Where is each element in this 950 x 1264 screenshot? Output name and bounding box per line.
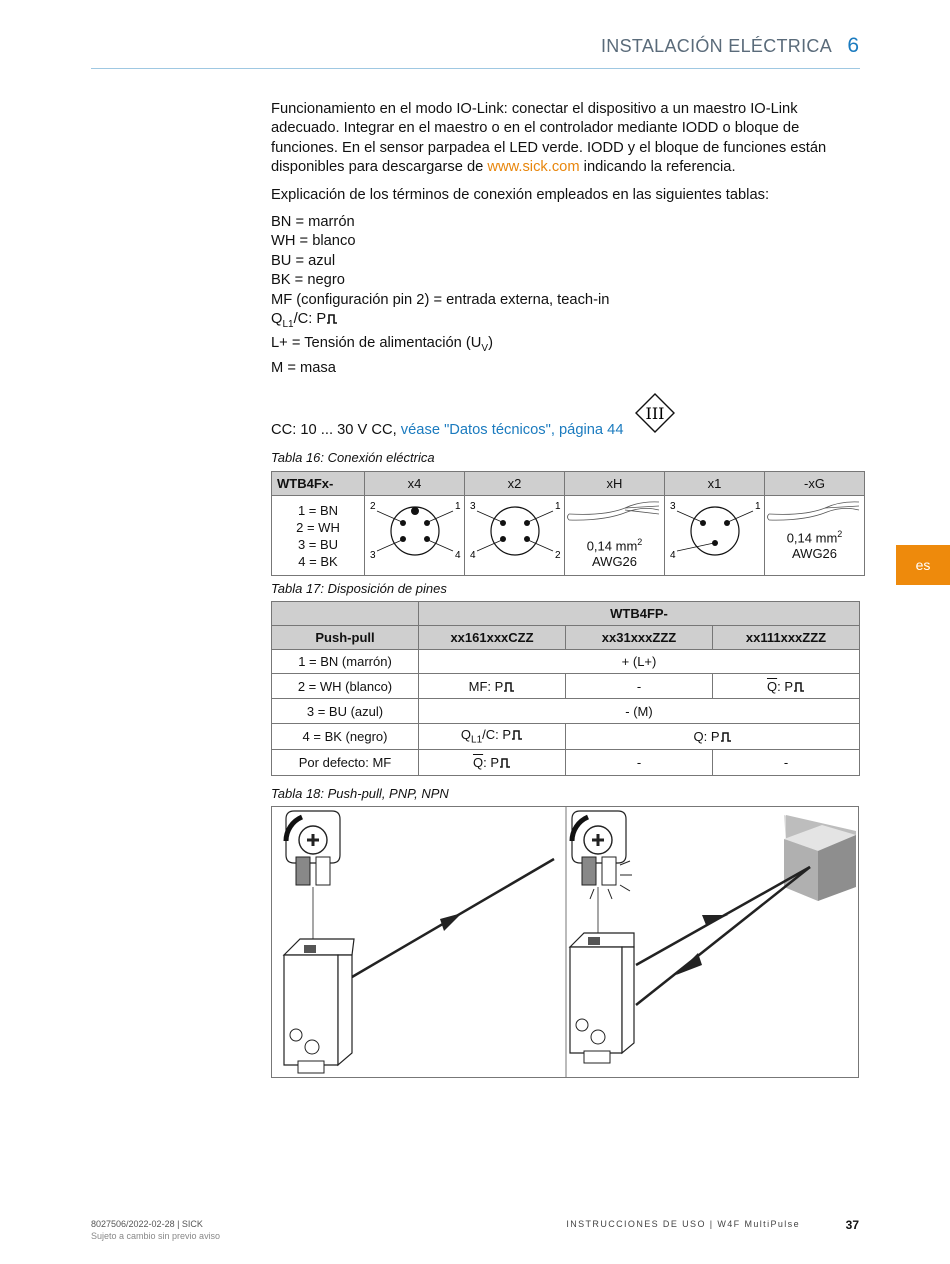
svg-text:4: 4: [470, 550, 476, 561]
cell: -: [566, 750, 713, 776]
sensor-illustration: [271, 806, 859, 1078]
pulse-icon: [499, 757, 511, 768]
intro-paragraph: [271, 100, 851, 178]
term-bk: BK = negro: [271, 272, 345, 289]
target-object-icon: [784, 815, 856, 901]
row-label: 2 = WH (blanco): [272, 674, 419, 699]
t16-header: WTB4Fx-: [272, 472, 365, 496]
pin-3: 3 = BU: [297, 536, 339, 552]
footer-doc-number: 8027506/2022-02-28 | SICK: [91, 1219, 203, 1229]
footer-doc-info: [91, 1218, 220, 1242]
table18-caption: Tabla 18: Push-pull, PNP, NPN: [271, 786, 449, 801]
photoelectric-sensor-icon: [284, 939, 354, 1073]
pin-2: 2 = WH: [296, 519, 340, 535]
cell: -: [566, 674, 713, 699]
cell: -: [713, 750, 860, 776]
row-label: Por defecto: MF: [272, 750, 419, 776]
pulse-icon: [326, 313, 338, 324]
svg-text:2: 2: [370, 501, 376, 512]
terms-intro: Explicación de los términos de conexión empleados en las siguientes tablas:: [271, 186, 770, 203]
table-pin-assignment: [271, 601, 860, 776]
intro-text: Funcionamiento en el modo IO-Link: conectar el dispositivo a un maestro IO-Link adecuado. Integrar en el maestro o en el controlador mediante IODD o bloque de funciones. En el sensor parpadea el LED verde. IODD y el bloque de funciones están disponibles para descargarse de: [271, 101, 827, 176]
connector-4pin-icon: [365, 496, 464, 572]
table-row: [272, 724, 860, 750]
teach-knob-icon: [572, 811, 632, 899]
connector-x2-cell: [465, 496, 565, 576]
t17-group-header: WTB4FP-: [419, 602, 860, 626]
svg-text:2: 2: [555, 550, 561, 561]
sick-link[interactable]: www.sick.com: [487, 159, 580, 176]
pulse-icon: [503, 681, 515, 692]
language-tab-es[interactable]: es: [896, 545, 950, 585]
photoelectric-sensor-icon: [570, 933, 634, 1063]
table-row: [272, 650, 860, 674]
cell: MF: P: [419, 674, 566, 699]
chapter-title: INSTALACIÓN ELÉCTRICA: [600, 36, 832, 56]
svg-text:1: 1: [555, 501, 561, 512]
cable-xg-cell: [765, 496, 865, 576]
footer-manual-title: INSTRUCCIONES DE USO | W4F MultiPulse: [566, 1219, 800, 1229]
t16-header: x2: [465, 472, 565, 496]
term-q: $Q_{L1}/C$: P: [271, 310, 851, 334]
svg-text:III: III: [645, 404, 665, 423]
protection-class-iii-icon: [635, 393, 675, 433]
pin-1: 1 = BN: [297, 502, 339, 518]
page-number: 37: [845, 1218, 859, 1232]
term-wh: WH = blanco: [271, 233, 356, 250]
connector-3pin-icon: [665, 496, 764, 572]
term-m: M = masa: [271, 359, 336, 376]
t16-header: xH: [565, 472, 665, 496]
pulse-icon: [720, 731, 732, 742]
intro-text-end: indicando la referencia.: [579, 159, 736, 176]
table16-caption: Tabla 16: Conexión eléctrica: [271, 450, 435, 465]
term-bu: BU = azul: [271, 252, 336, 269]
term-lplus: L+ = Tensión de alimentación $(U_V)$: [271, 335, 493, 355]
cable-awg: AWG26: [791, 546, 838, 562]
terms-list: [271, 213, 851, 378]
pulse-icon: [511, 729, 523, 740]
supply-voltage-line: CC: 10 ... 30 V CC, véase "Datos técnicos", página 44: [271, 422, 624, 438]
cable-gauge: 0,14 $mm^2$: [586, 537, 643, 554]
svg-text:4: 4: [670, 550, 676, 561]
sensor-diagram: [272, 807, 858, 1077]
cable-gauge: 0,14 $mm^2$: [786, 529, 843, 546]
cable-awg: AWG26: [591, 554, 638, 570]
svg-text:4: 4: [455, 550, 461, 561]
t16-header: -xG: [765, 472, 865, 496]
table17-caption: Tabla 17: Disposición de pines: [271, 581, 447, 596]
t17-header: xx31xxxZZZ: [566, 626, 713, 650]
svg-text:1: 1: [755, 501, 761, 512]
table-electrical-connection: [271, 471, 865, 576]
cell: $\overline{Q}$: P: [713, 674, 860, 699]
t16-header: x1: [665, 472, 765, 496]
term-mf: MF (configuración pin 2) = entrada externa, teach-in: [271, 291, 610, 308]
svg-text:3: 3: [370, 550, 376, 561]
t17-header: xx161xxxCZZ: [419, 626, 566, 650]
body-text: [271, 100, 851, 378]
t17-header: xx111xxxZZZ: [713, 626, 860, 650]
connector-x4-cell: [365, 496, 465, 576]
connector-x1-cell: [665, 496, 765, 576]
cable-xh-cell: [565, 496, 665, 576]
pulse-icon: [793, 681, 805, 692]
row-label: 1 = BN (marrón): [272, 650, 419, 674]
cell: + (L+): [419, 650, 860, 674]
technical-data-link[interactable]: véase "Datos técnicos", página 44: [400, 422, 624, 438]
cell: - (M): [419, 699, 860, 724]
teach-knob-icon: [286, 811, 340, 885]
cell: Q: P: [566, 724, 860, 750]
table-row: [272, 674, 860, 699]
t17-header: Push-pull: [272, 626, 419, 650]
row-label: 3 = BU (azul): [272, 699, 419, 724]
term-bn: BN = marrón: [271, 214, 355, 231]
chapter-number: 6: [847, 34, 859, 57]
footer-note: Sujeto a cambio sin previo aviso: [91, 1231, 221, 1241]
table-row: [272, 699, 860, 724]
t16-header: x4: [365, 472, 465, 496]
cell: $\overline{Q}$: P: [419, 750, 566, 776]
pin-4: 4 = BK: [298, 553, 338, 569]
table-row: [272, 750, 860, 776]
svg-text:1: 1: [455, 501, 461, 512]
svg-text:3: 3: [470, 501, 476, 512]
header-rule: [91, 68, 860, 69]
row-label: 4 = BK (negro): [272, 724, 419, 750]
cell: $Q_{L1}/C$: P: [419, 724, 566, 750]
svg-text:3: 3: [670, 501, 676, 512]
pin-list: [272, 496, 365, 576]
t17-empty-header: [272, 602, 419, 626]
connector-4pin-icon: [465, 496, 564, 572]
